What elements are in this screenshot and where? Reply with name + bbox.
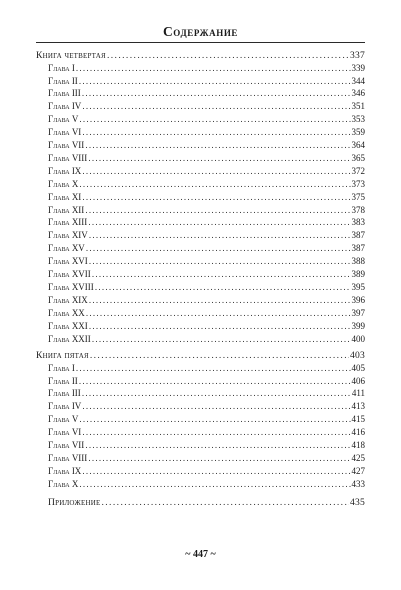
page-number: ~ 447 ~ (185, 549, 216, 560)
chapter-label: Глава IX (48, 465, 82, 476)
chapter-page-number: 351 (351, 101, 365, 112)
toc-chapter-entry (48, 269, 365, 280)
chapter-page-number: 397 (351, 307, 365, 318)
dot-leader (79, 179, 350, 190)
chapter-label: Глава III (48, 388, 81, 399)
dot-leader (79, 114, 350, 125)
dot-leader (82, 127, 350, 138)
toc-chapter-entry (48, 308, 365, 319)
toc-chapter-entry (48, 376, 365, 387)
toc-chapter-entry (48, 453, 365, 464)
toc-chapter-entry (48, 479, 365, 490)
chapter-label: Глава I (48, 362, 75, 373)
toc-chapter-entry (48, 243, 365, 254)
book-label: Книга четвертая (36, 50, 106, 61)
chapter-page-number: 418 (351, 440, 365, 450)
chapter-page-number: 433 (351, 478, 365, 489)
dot-leader (95, 282, 351, 293)
chapter-label: Глава II (48, 75, 78, 86)
chapter-label: Глава XVII (48, 269, 91, 279)
dot-leader (82, 88, 351, 99)
toc-chapter-entry (48, 414, 365, 425)
toc-chapter-entry (48, 363, 365, 374)
chapter-label: Глава IV (48, 401, 82, 412)
dot-leader (82, 427, 350, 438)
toc-book-entry (36, 50, 365, 61)
chapter-page-number: 399 (351, 320, 365, 331)
chapter-label: Глава XV (48, 243, 85, 254)
toc-book-entry (36, 350, 365, 361)
toc-chapter-entry (48, 295, 365, 306)
chapter-label: Глава XII (48, 204, 85, 215)
chapter-label: Глава V (48, 414, 79, 425)
chapter-label: Глава IX (48, 165, 82, 176)
chapter-label: Глава VI (48, 427, 82, 438)
dot-leader (82, 192, 350, 203)
chapter-page-number: 353 (351, 114, 365, 125)
chapter-label: Глава VIII (48, 452, 88, 463)
dot-leader (86, 243, 351, 254)
dot-leader (88, 453, 350, 464)
dot-leader (85, 140, 350, 151)
chapter-page-number: 383 (351, 217, 365, 228)
chapter-label: Глава XIII (48, 217, 88, 228)
dot-leader (79, 376, 351, 387)
chapter-label: Глава IV (48, 101, 82, 112)
chapter-label: Глава XI (48, 191, 82, 202)
dot-leader (92, 269, 351, 280)
dot-leader (82, 101, 350, 112)
toc-chapter-entry (48, 230, 365, 241)
toc-chapter-entry (48, 140, 365, 151)
chapter-label: Глава XXII (48, 333, 91, 344)
chapter-label: Глава VIII (48, 152, 88, 163)
chapter-label: Глава X (48, 178, 79, 189)
chapter-label: Глава X (48, 478, 79, 489)
dot-leader (89, 321, 351, 332)
dot-leader (89, 256, 351, 267)
chapter-page-number: 413 (351, 401, 365, 412)
dot-leader (82, 401, 350, 412)
toc-chapter-entry (48, 88, 365, 99)
chapter-page-number: 388 (351, 256, 365, 267)
dot-leader (82, 166, 350, 177)
toc-appendix-entry (48, 497, 365, 508)
chapter-page-number: 406 (351, 375, 365, 386)
chapter-page-number: 359 (351, 127, 365, 138)
toc-chapter-entry (48, 127, 365, 138)
toc-chapter-entry (48, 466, 365, 477)
chapter-page-number: 427 (351, 465, 365, 476)
book-label: Книга пятая (36, 350, 89, 361)
dot-leader (90, 350, 349, 361)
dot-leader (82, 388, 351, 399)
dot-leader (76, 63, 351, 74)
chapter-label: Глава XIV (48, 230, 88, 241)
chapter-label: Глава XVI (48, 256, 88, 267)
dot-leader (85, 440, 350, 451)
book-page-number: 435 (350, 497, 365, 508)
page-title: Содержание (162, 24, 239, 39)
dot-leader (79, 76, 351, 87)
chapter-page-number: 378 (351, 204, 365, 215)
chapter-page-number: 396 (351, 294, 365, 305)
toc-chapter-entry (48, 192, 365, 203)
toc-chapter-entry (48, 205, 365, 216)
dot-leader (107, 50, 349, 61)
toc-chapter-entry (48, 101, 365, 112)
toc-chapter-entry (48, 166, 365, 177)
chapter-label: Глава XX (48, 307, 85, 318)
toc-chapter-entry (48, 179, 365, 190)
chapter-label: Глава II (48, 375, 78, 386)
dot-leader (89, 230, 351, 241)
chapter-page-number: 405 (351, 362, 365, 373)
chapter-page-number: 389 (351, 269, 365, 279)
dot-leader (89, 295, 351, 306)
chapter-page-number: 375 (351, 191, 365, 202)
chapter-label: Глава I (48, 62, 75, 73)
chapter-label: Глава XVIII (48, 281, 94, 292)
dot-leader (86, 308, 351, 319)
chapter-label: Глава XXI (48, 320, 88, 331)
dot-leader (79, 414, 350, 425)
toc-chapter-entry (48, 217, 365, 228)
chapter-page-number: 411 (351, 388, 365, 399)
chapter-page-number: 387 (351, 243, 365, 254)
toc-chapter-entry (48, 388, 365, 399)
chapter-page-number: 372 (351, 165, 365, 176)
book-label: Приложение (48, 497, 101, 508)
chapter-page-number: 339 (351, 62, 365, 73)
book-page-number: 337 (350, 50, 365, 61)
book-page-number: 403 (350, 350, 365, 361)
chapter-label: Глава VII (48, 140, 85, 150)
toc-chapter-entry (48, 427, 365, 438)
chapter-label: Глава VII (48, 440, 85, 450)
chapter-page-number: 425 (351, 452, 365, 463)
toc-chapter-entry (48, 63, 365, 74)
chapter-page-number: 346 (351, 88, 365, 99)
dot-leader (76, 363, 351, 374)
chapter-page-number: 416 (351, 427, 365, 438)
toc-chapter-entry (48, 76, 365, 87)
toc-chapter-entry (48, 334, 365, 345)
dot-leader (82, 466, 350, 477)
chapter-label: Глава III (48, 88, 81, 99)
toc-chapter-entry (48, 114, 365, 125)
dot-leader (101, 497, 349, 508)
chapter-page-number: 400 (351, 333, 365, 344)
toc-chapter-entry (48, 256, 365, 267)
dot-leader (88, 153, 350, 164)
dot-leader (79, 479, 350, 490)
chapter-page-number: 344 (351, 75, 365, 86)
toc-chapter-entry (48, 440, 365, 451)
toc-chapter-entry (48, 401, 365, 412)
chapter-page-number: 395 (351, 281, 365, 292)
toc-chapter-entry (48, 282, 365, 293)
chapter-label: Глава V (48, 114, 79, 125)
chapter-page-number: 387 (351, 230, 365, 241)
chapter-label: Глава XIX (48, 294, 88, 305)
toc-chapter-entry (48, 321, 365, 332)
dot-leader (92, 334, 351, 345)
chapter-page-number: 365 (351, 152, 365, 163)
dot-leader (85, 205, 350, 216)
chapter-label: Глава VI (48, 127, 82, 138)
toc-chapter-entry (48, 153, 365, 164)
dot-leader (88, 217, 350, 228)
chapter-page-number: 415 (351, 414, 365, 425)
chapter-page-number: 364 (351, 140, 365, 150)
chapter-page-number: 373 (351, 178, 365, 189)
